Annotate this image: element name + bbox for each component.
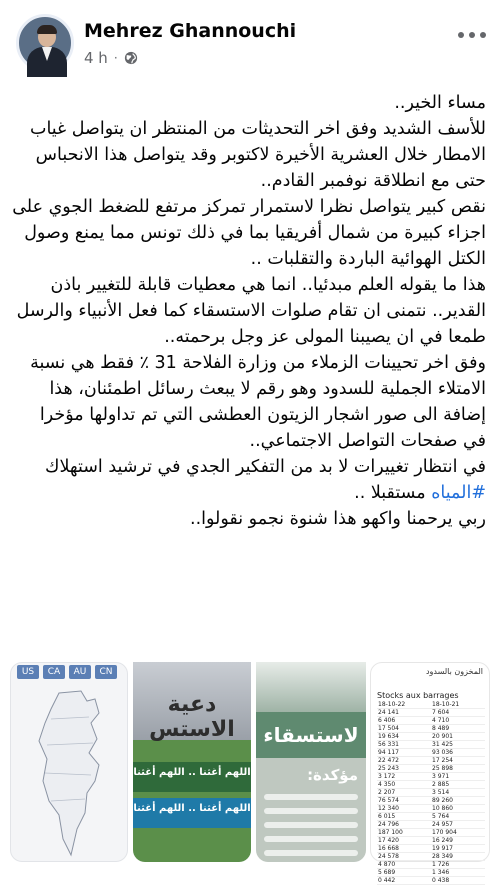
table-cell: 94 117 [377,749,431,757]
table-cell: 20 901 [431,733,485,741]
table-cell: 76 574 [377,797,431,805]
table-cell: 187 100 [377,829,431,837]
banner-title: دعية الاستس [149,692,235,742]
author-name[interactable]: Mehrez Ghannouchi [84,20,297,42]
table-cell: 5 689 [377,869,431,877]
table-row [377,797,485,805]
table-row [377,877,485,885]
table-row [377,725,485,733]
hashtag-link[interactable]: #المياه [431,483,486,503]
banner-line: اللهم أغثنا .. اللهم أغثنا [133,762,251,792]
table-cell: 6 406 [377,717,431,725]
separator-dot: · [113,51,118,65]
table-cell: 24 957 [431,821,485,829]
table-cell: 170 904 [431,829,485,837]
map-tabs [17,665,117,679]
doc-title: لاستسقاء [256,712,366,758]
more-options-icon[interactable] [454,24,490,46]
table-cell: 4 350 [377,781,431,789]
table-cell: 17 420 [377,837,431,845]
table-cell: 12 340 [377,805,431,813]
doc-text-lines [264,794,358,878]
table-cell: 25 243 [377,765,431,773]
table-cell: 1 346 [431,869,485,877]
table-row [377,829,485,837]
table-cell: 0 438 [431,877,485,885]
map-tab: US [17,665,39,679]
table-cell: 3 514 [431,789,485,797]
table-cell: 4 710 [431,717,485,725]
post-paragraph: للأسف الشديد وفق اخر التحديثات من المنتظر ان يتواصل غياب الامطار خلال العشرية الأخيرة لاكتوبر وقد يتواصل هذا الانحباس حتى مع انطلاقة نوفمبر القادم.. [29,119,486,191]
map-tab: CA [43,665,65,679]
table-row [377,861,485,869]
table-caption: Stocks aux barrages [377,691,459,700]
table-cell: 16 249 [431,837,485,845]
table-cell: 2 885 [431,781,485,789]
post-paragraph: مساء الخير.. [394,93,486,113]
table-row [377,757,485,765]
table-row [377,781,485,789]
table-row [377,821,485,829]
table-row [377,789,485,797]
post-paragraph [12,454,486,506]
table-cell: 16 668 [377,845,431,853]
post-paragraph: نقص كبير يتواصل نظرا لاستمرار تمركز مرتفع للضغط الجوي على اجزاء كبيرة من شمال أفريقيا بما في ذلك تونس مما يمنع وصول الكتل الهوائية الباردة والتقلبات .. [12,197,486,269]
table-row [377,765,485,773]
table-cell: 6 015 [377,813,431,821]
table-cell: 1 726 [431,861,485,869]
dam-stocks-table [377,701,485,885]
table-cell: 3 971 [431,773,485,781]
globe-icon [124,51,138,65]
photo-gallery [0,652,500,884]
table-cell: 18-10-22 [377,701,431,709]
avatar-hair [37,25,57,34]
post-header [0,0,500,80]
post-meta [84,49,138,67]
table-row [377,853,485,861]
table-cell: 28 349 [431,853,485,861]
table-cell: 24 141 [377,709,431,717]
table-cell: 56 331 [377,741,431,749]
table-cell: 0 442 [377,877,431,885]
table-cell: 2 207 [377,789,431,797]
table-cell: 19 917 [431,845,485,853]
table-cell: 8 489 [431,725,485,733]
post-text-segment: في انتظار تغييرات لا بد من التفكير الجدي في ترشيد استهلاك [45,457,486,477]
table-row [377,845,485,853]
map-tab: CN [95,665,117,679]
table-row [377,869,485,877]
table-row [377,813,485,821]
post-time[interactable]: 4 h [84,49,108,67]
table-row [377,837,485,845]
table-row [377,805,485,813]
dam-stocks-table-photo[interactable] [370,662,490,884]
map-tab: AU [69,665,91,679]
avatar[interactable] [16,14,74,72]
table-cell: 3 172 [377,773,431,781]
table-cell: 93 036 [431,749,485,757]
table-cell: 24 578 [377,853,431,861]
doc-top [256,662,366,712]
table-cell: 4 870 [377,861,431,869]
prayer-banner-photo[interactable] [133,662,251,862]
table-header: المخزون بالسدود [425,667,483,676]
map-photo[interactable] [10,662,128,862]
doc-subtitle: مؤكدة: [307,766,358,784]
table-cell: 17 504 [377,725,431,733]
table-cell: 5 764 [431,813,485,821]
post-paragraph: ربي يرحمنا واكهو هذا شنوة نجمو نقولوا.. [190,509,486,529]
table-row [377,717,485,725]
table-row [377,709,485,717]
table-row [377,749,485,757]
table-cell: 7 604 [431,709,485,717]
banner-line: اللهم أغثنا .. اللهم أغثنا [133,798,251,828]
table-row [377,733,485,741]
post-text-segment: مستقبلا .. [354,483,426,503]
post-paragraph: هذا ما يقوله العلم مبدئيا.. انما هي معطيات قابلة للتغيير باذن القدير.. نتمنى ان تقام صلوات الاستسقاء كما فعل الأنبياء والرسل طمعا في ان يصيبنا المولى عز وجل برحمته.. [16,275,486,347]
tunisia-map-image [29,689,117,859]
table-cell: 25 898 [431,765,485,773]
table-row [377,773,485,781]
table-row [377,741,485,749]
istisqaa-doc-photo[interactable] [256,662,366,862]
table-cell: 17 254 [431,757,485,765]
table-cell: 31 425 [431,741,485,749]
table-cell: 19 634 [377,733,431,741]
table-cell: 10 860 [431,805,485,813]
table-cell: 89 260 [431,797,485,805]
table-cell: 24 796 [377,821,431,829]
post-text [12,90,486,532]
post-paragraph: وفق اخر تحيينات الزملاء من وزارة الفلاحة 31 ٪ فقط هي نسبة الامتلاء الجملية للسدود وهو رقم لا يبعث رسائل اطمئنان، هذا إضافة الى صور اشجار الزيتون العطشى التي تم تداولها مؤخرا في صفحات التواصل الاجتماعي.. [30,353,486,451]
table-cell: 22 472 [377,757,431,765]
table-row [377,701,485,709]
table-cell: 18-10-21 [431,701,485,709]
